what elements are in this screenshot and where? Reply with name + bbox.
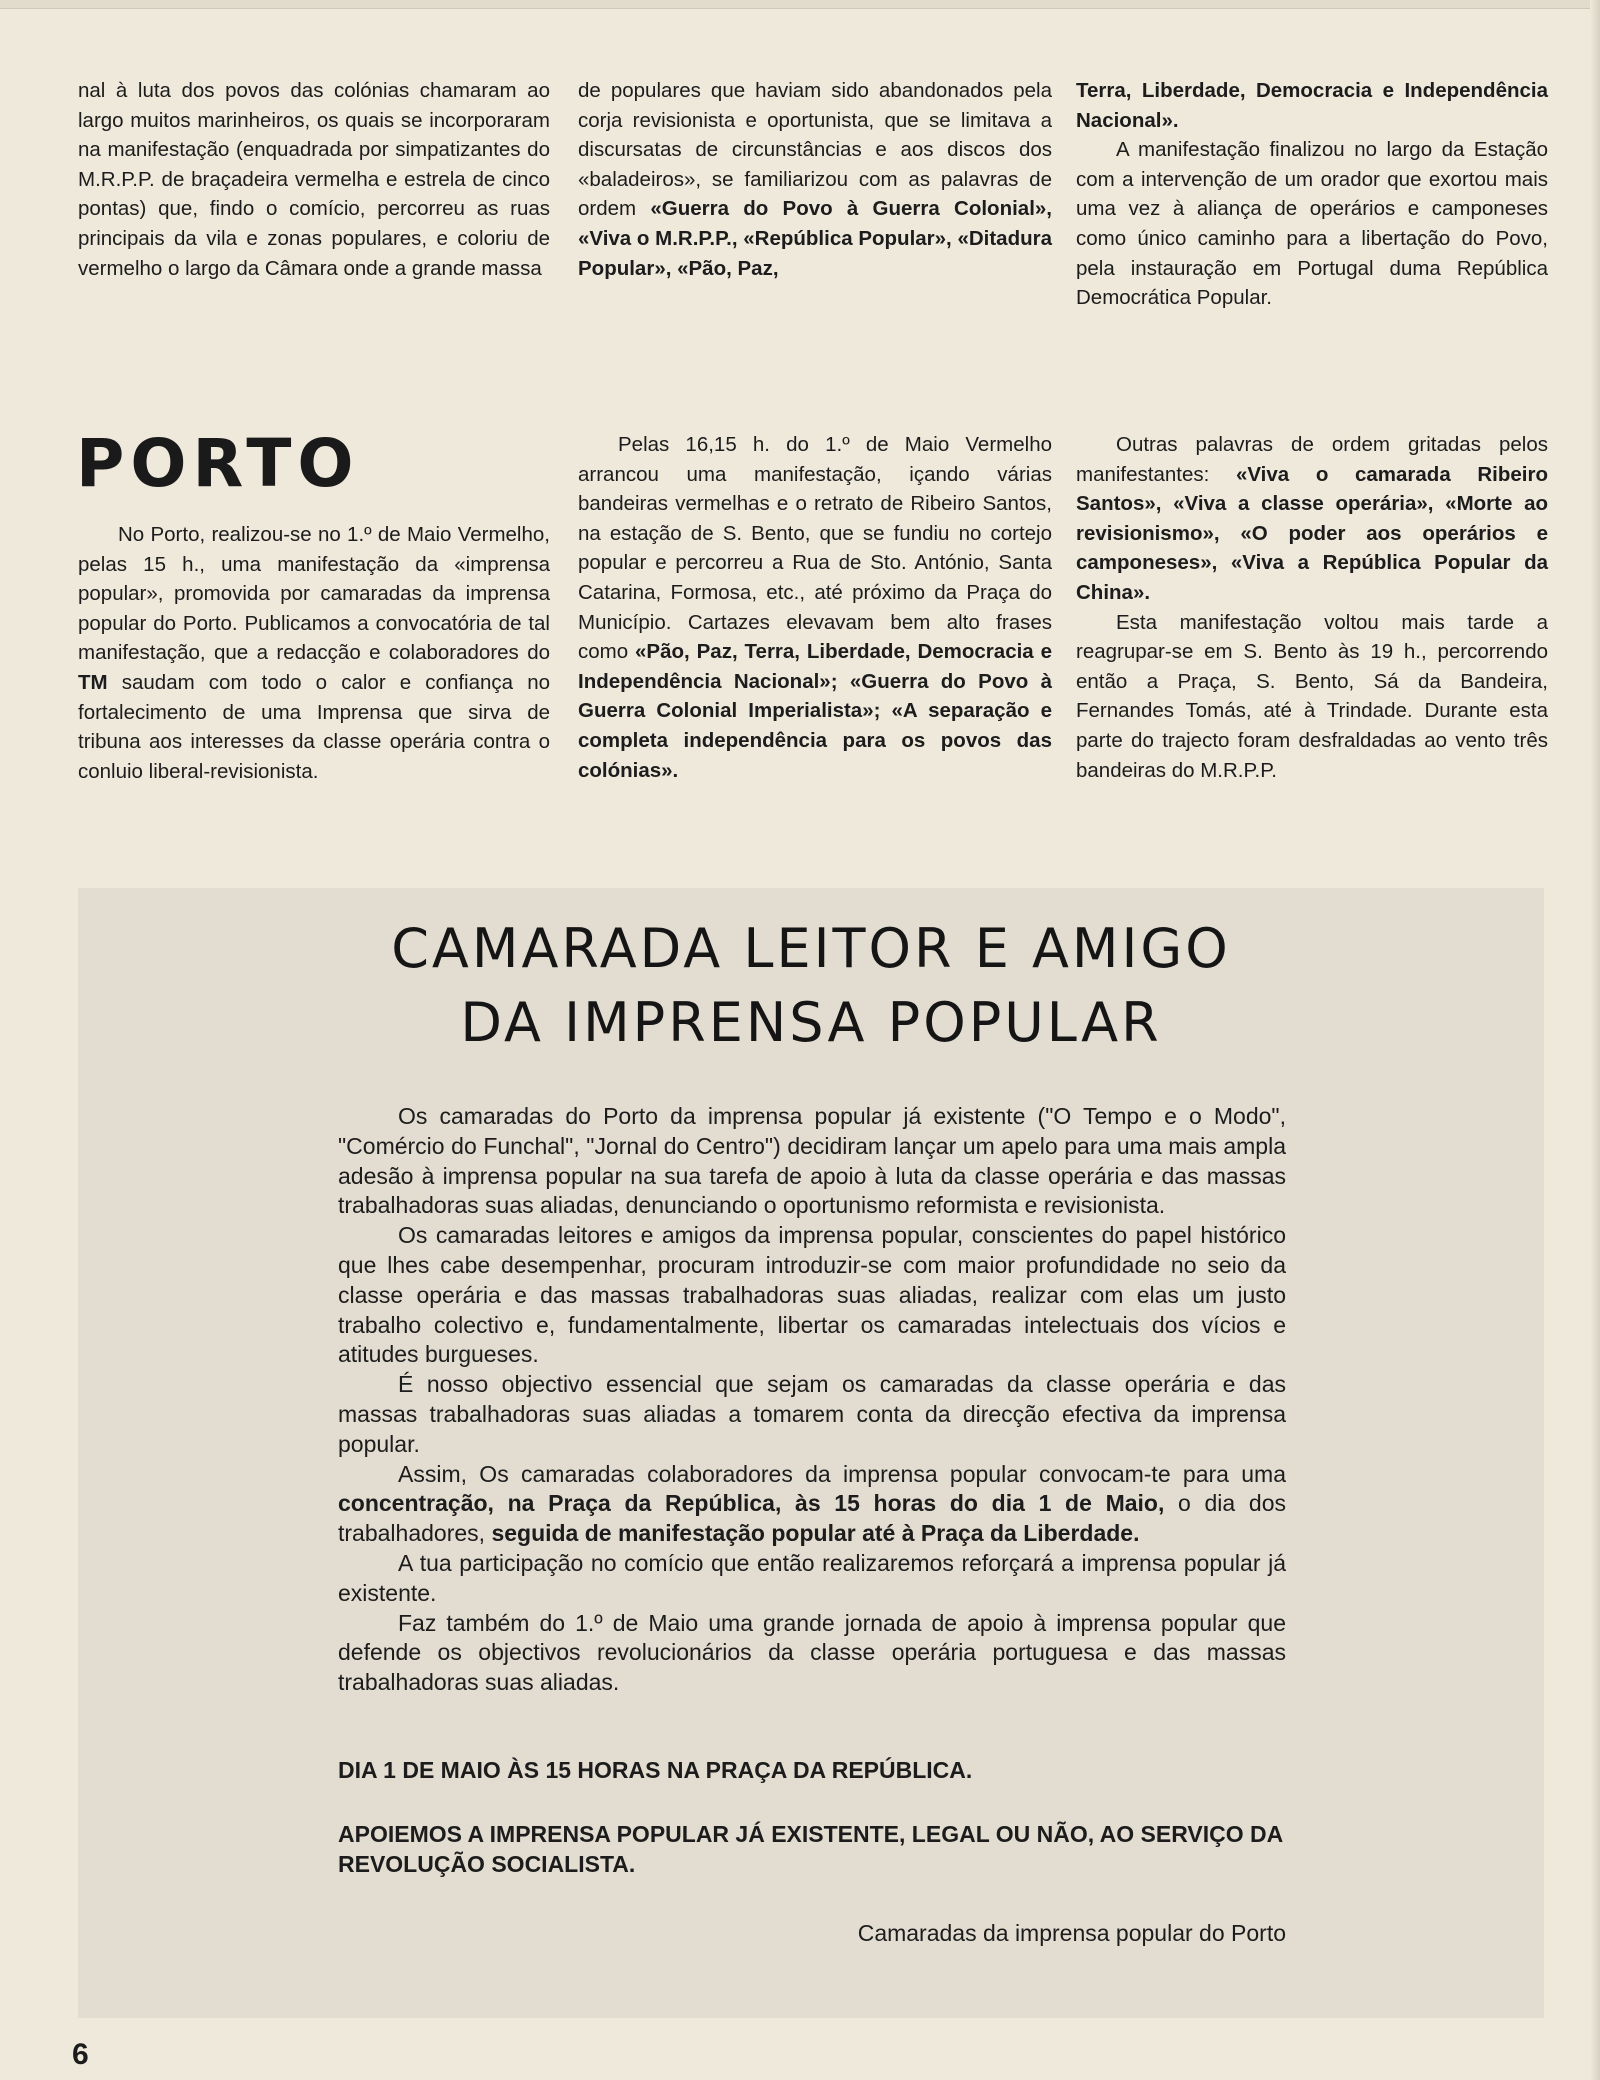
article-column-1-porto [78, 520, 550, 786]
appeal-emphasis: seguida de manifestação popular até à Praça da Liberdade. [491, 1520, 1140, 1547]
slogan-text: «Guerra do Povo à Guerra Colonial», «Viva o M.R.P.P., «República Popular», «Ditadura Popular», «Pão, Paz, [578, 197, 1052, 280]
article-paragraph [78, 520, 550, 786]
page-number: 6 [72, 2038, 89, 2071]
appeal-text: o dia dos trabalhadores, [338, 1490, 1286, 1547]
article-text: No Porto, realizou-se no 1.º de Maio Vermelho, pelas 15 h., uma manifestação da «imprensa popular», promovida por camaradas da imprensa popular do Porto. Publicamos a convocatória de tal manifestação, que a redacção e colaboradores do [78, 523, 550, 665]
article-paragraph: A manifestação finalizou no largo da Estação com a intervenção de um orador que exortou mais uma vez à aliança de operários e camponeses como único caminho para a libertação do Povo, pela instauração em Portugal duma República Democrática Popular. [1076, 138, 1548, 310]
appeal-text: Assim, Os camaradas colaboradores da imprensa popular convocam-te para uma [398, 1460, 1286, 1487]
appeal-title-line: DA IMPRENSA POPULAR [460, 991, 1162, 1054]
appeal-body [338, 1102, 1286, 1949]
article-column-3-top [1076, 76, 1548, 313]
article-text: saudam com todo o calor e confiança no fortalecimento de uma Imprensa que sirva de tribuna aos interesses da classe operária contra o conluio liberal-revisionista. [78, 670, 550, 783]
article-paragraph [578, 76, 1052, 283]
appeal-title-line: CAMARADA LEITOR E AMIGO [391, 917, 1231, 980]
article-paragraph: nal à luta dos povos das colónias chamaram ao largo muitos marinheiros, os quais se incorporaram na manifestação (enquadrada por simpatizantes do M.R.P.P. de braçadeira vermelha e estrela de cinco pontas) que, findo o comício, percorreu as ruas principais da vila e zonas populares, e coloriu de vermelho o largo da Câmara onde a grande massa [78, 79, 550, 280]
appeal-paragraph: Os camaradas do Porto da imprensa popular já existente ("O Tempo e o Modo", "Comércio do Funchal", "Jornal do Centro") decidiram lançar um apelo para uma mais ampla adesão à imprensa popular na sua tarefa de apoio à luta da classe operária e das massas trabalhadoras suas aliadas, denunciando o oportunismo reformista e revisionista. [338, 1103, 1286, 1219]
article-text: Pelas 16,15 h. do 1.º de Maio Vermelho arrancou uma manifestação, içando várias bandeiras vermelhas e o retrato de Ribeiro Santos, na estação de S. Bento, que se fundiu no cortejo popular e percorreu a Rua de Sto. António, Santa Catarina, Formosa, etc., até próximo da Praça do Município. Cartazes elevavam bem alto frases como [578, 433, 1052, 664]
appeal-slogan: APOIEMOS A IMPRENSA POPULAR JÁ EXISTENTE, LEGAL OU NÃO, AO SERVIÇO DA REVOLUÇÃO SOCIALISTA. [338, 1820, 1283, 1877]
appeal-paragraph: Faz também do 1.º de Maio uma grande jornada de apoio à imprensa popular que defende os objectivos revolucionários da classe operária portuguesa e das massas trabalhadoras suas aliadas. [338, 1609, 1286, 1696]
article-paragraph [1076, 430, 1548, 608]
slogan-text: «Pão, Paz, Terra, Liberdade, Democracia e Independência Nacional»; «Guerra do Povo à Guerra Colonial Imperialista»; «A separação e completa independência para os povos das colónias». [578, 640, 1052, 782]
page-fold-shadow [1590, 0, 1600, 2080]
section-heading-porto: PORTO [76, 425, 360, 502]
article-paragraph [578, 430, 1052, 785]
article-column-3-porto [1076, 430, 1548, 785]
appeal-slogan: DIA 1 DE MAIO ÀS 15 HORAS NA PRAÇA DA REPÚBLICA. [338, 1756, 973, 1783]
appeal-signature: Camaradas da imprensa popular do Porto [857, 1920, 1286, 1947]
appeal-paragraph: A tua participação no comício que então realizaremos reforçará a imprensa popular já existente. [338, 1549, 1286, 1606]
publication-abbrev: TM [78, 670, 108, 694]
appeal-paragraph [338, 1460, 1286, 1549]
article-column-1-top [78, 76, 550, 283]
article-paragraph [1076, 76, 1548, 135]
article-text: Outras palavras de ordem gritadas pelos manifestantes: [1076, 433, 1548, 486]
article-text: de populares que haviam sido abandonados pela corja revisionista e oportunista, que se limitava a discursatas de circunstâncias e aos discos dos «baladeiros», se familiarizou com as palavras de ordem [578, 79, 1052, 221]
article-column-2-porto [578, 430, 1052, 785]
slogan-text: «Viva o camarada Ribeiro Santos», «Viva a classe operária», «Morte ao revisionismo», «O poder aos operários e camponeses», «Viva a República Popular da China». [1076, 462, 1548, 604]
page-top-edge [0, 0, 1600, 9]
appeal-paragraph: É nosso objectivo essencial que sejam os camaradas da classe operária e das massas trabalhadoras suas aliadas a tomarem conta da direcção efectiva da imprensa popular. [338, 1371, 1286, 1457]
appeal-emphasis: concentração, na Praça da República, às 15 horas do dia 1 de Maio, [338, 1490, 1165, 1517]
slogan-text: Terra, Liberdade, Democracia e Independência Nacional». [1076, 79, 1548, 132]
appeal-paragraph: Os camaradas leitores e amigos da imprensa popular, conscientes do papel histórico que lhes cabe desempenhar, procuram introduzir-se com maior profundidade no seio da classe operária e das massas trabalhadoras suas aliadas, realizar com elas um justo trabalho colectivo e, fundamentalmente, libertar os camaradas intelectuais dos vícios e atitudes burgueses. [338, 1222, 1286, 1368]
appeal-title [78, 912, 1544, 1060]
article-paragraph: Esta manifestação voltou mais tarde a reagrupar-se em S. Bento às 19 h., percorrendo então a Praça, S. Bento, Sá da Bandeira, Fernandes Tomás, até à Trindade. Durante esta parte do trajecto foram desfraldadas ao vento três bandeiras do M.R.P.P. [1076, 610, 1548, 782]
article-column-2-top [578, 76, 1052, 283]
